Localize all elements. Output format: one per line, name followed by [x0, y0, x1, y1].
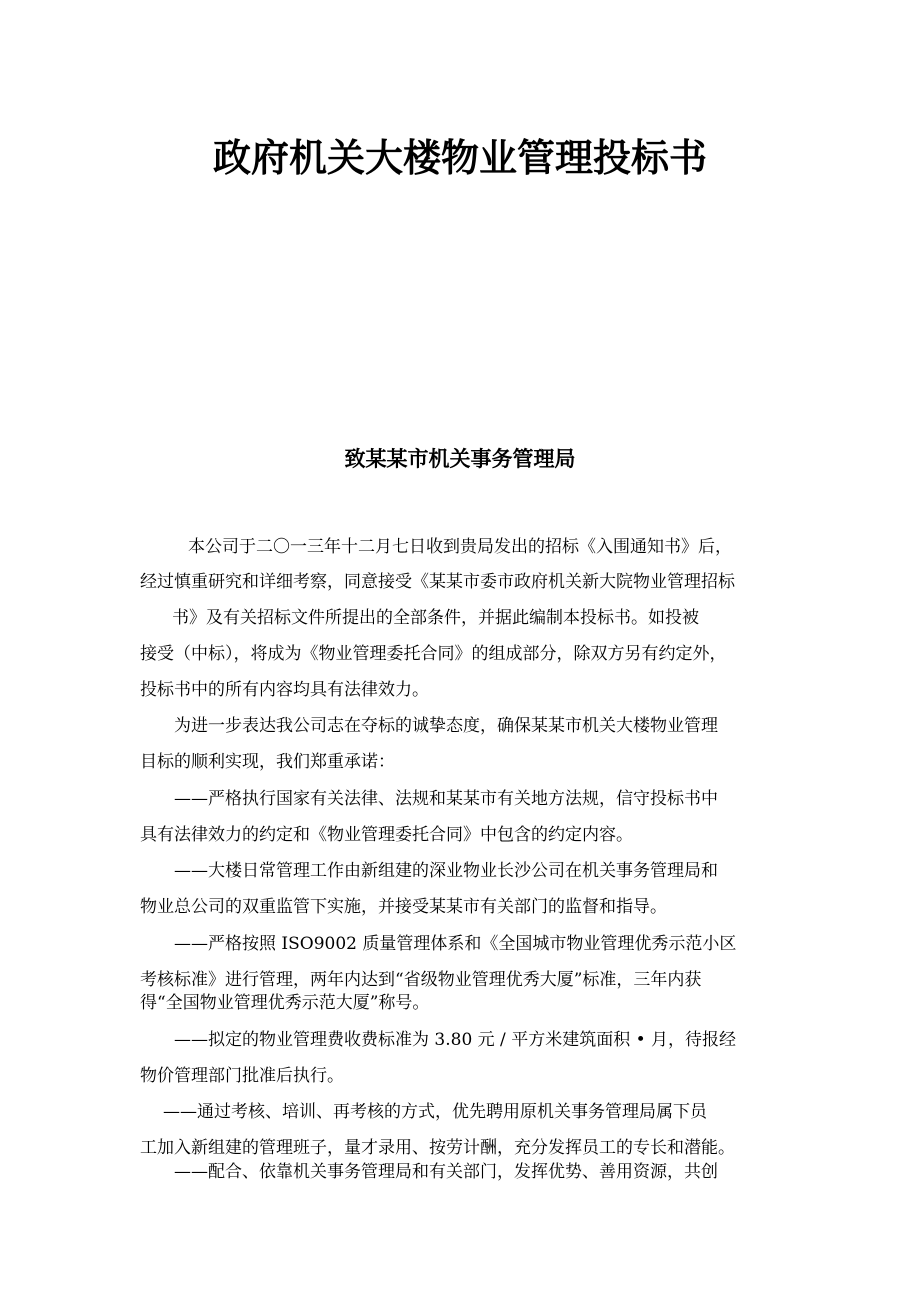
body-line: 目标的顺利实现，我们郑重承诺： — [140, 752, 395, 772]
body-line: 工加入新组建的管理班子，量才录用、按劳计酬，充分发挥员工的专长和潜能。 — [140, 1138, 735, 1158]
body-line: 本公司于二〇一三年十二月七日收到贵局发出的招标《入围通知书》后， — [188, 537, 732, 557]
body-line: 得“全国物业管理优秀示范大厦”称号。 — [140, 993, 430, 1013]
addressee-heading: 致某某市机关事务管理局 — [344, 447, 576, 471]
body-line: ——配合、依靠机关事务管理局和有关部门，发挥优势、善用资源，共创 — [174, 1162, 718, 1182]
document-title: 政府机关大楼物业管理投标书 — [212, 136, 707, 180]
body-line: ——严格执行国家有关法律、法规和某某市有关地方法规，信守投标书中 — [174, 789, 718, 809]
body-line: 书》及有关招标文件所提出的全部条件，并据此编制本投标书。如投被 — [172, 608, 699, 628]
body-line: ——严格按照 ISO9002 质量管理体系和《全国城市物业管理优秀示范小区 — [174, 934, 737, 954]
body-line: ——拟定的物业管理费收费标准为 3.80 元 / 平方米建筑面积 • 月，待报经 — [174, 1030, 737, 1050]
body-line: 经过慎重研究和详细考察，同意接受《某某市委市政府机关新大院物业管理招标 — [140, 572, 735, 592]
body-line: ——大楼日常管理工作由新组建的深业物业长沙公司在机关事务管理局和 — [174, 861, 718, 881]
body-line: 接受（中标），将成为《物业管理委托合同》的组成部分，除双方另有约定外， — [140, 644, 727, 664]
body-line: 具有法律效力的约定和《物业管理委托合同》中包含的约定内容。 — [140, 825, 633, 845]
body-line: 物业总公司的双重监管下实施，并接受某某市有关部门的监督和指导。 — [140, 897, 667, 917]
body-line: 物价管理部门批准后执行。 — [140, 1066, 344, 1086]
body-line: 为进一步表达我公司志在夺标的诚挚态度，确保某某市机关大楼物业管理 — [174, 716, 718, 736]
body-line: ——通过考核、培训、再考核的方式，优先聘用原机关事务管理局属下员 — [163, 1102, 707, 1122]
body-line: 考核标准》进行管理，两年内达到“省级物业管理优秀大厦”标准，三年内获 — [140, 970, 702, 990]
body-line: 投标书中的所有内容均具有法律效力。 — [140, 680, 429, 700]
